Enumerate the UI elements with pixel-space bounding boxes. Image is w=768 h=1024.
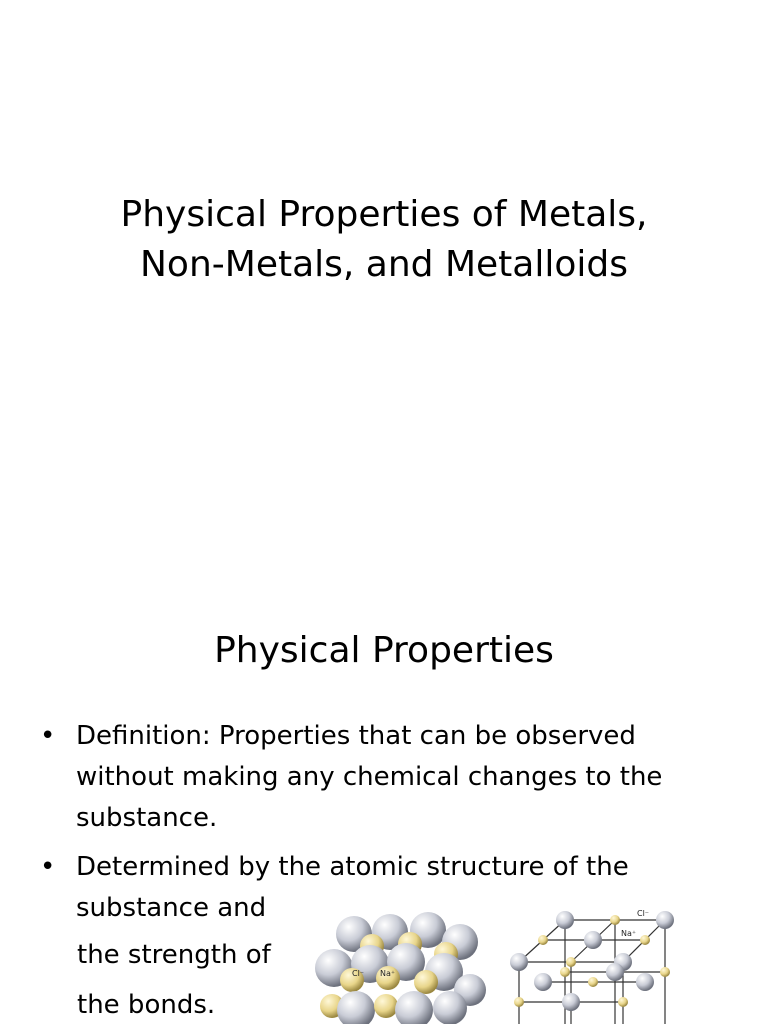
na-ion xyxy=(538,935,548,945)
na-ion xyxy=(560,967,570,977)
cl-label: Cl⁻ xyxy=(637,909,650,918)
bullet-line: substance and xyxy=(76,893,267,923)
bullet-item xyxy=(40,716,740,839)
cl-ion xyxy=(656,911,674,929)
na-ion xyxy=(514,997,524,1007)
cl-ion xyxy=(556,911,574,929)
continuation-line: the strength of xyxy=(77,940,271,970)
continuation-line: the bonds. xyxy=(77,990,216,1020)
slide-2 xyxy=(0,576,768,1024)
slide-2-title: Physical Properties xyxy=(214,630,554,671)
cl-ion xyxy=(636,973,654,991)
na-ion xyxy=(588,977,598,987)
bullet-line: substance. xyxy=(76,803,218,833)
bullet-line: Definition: Properties that can be observed xyxy=(76,721,636,751)
na-ion xyxy=(566,957,576,967)
cl-ion xyxy=(562,993,580,1011)
cl-ion xyxy=(606,963,624,981)
cl-ion xyxy=(510,953,528,971)
cl-ion xyxy=(337,991,375,1024)
ions xyxy=(510,911,674,1011)
na-ion xyxy=(618,997,628,1007)
cl-ion xyxy=(433,991,467,1024)
na-label: Na⁺ xyxy=(380,969,396,978)
cl-ion xyxy=(534,973,552,991)
na-ion xyxy=(640,935,650,945)
na-ion xyxy=(374,994,398,1018)
nacl-ball-and-stick-model xyxy=(505,906,685,1024)
na-label: Na⁺ xyxy=(621,929,637,938)
bullet-dot: • xyxy=(40,852,56,882)
title-line-1: Physical Properties of Metals, xyxy=(120,194,648,235)
slide-1-title xyxy=(0,190,768,290)
nacl-space-filling-model xyxy=(310,906,490,1024)
na-ion xyxy=(610,915,620,925)
cl-ion xyxy=(584,931,602,949)
bullet-list xyxy=(40,716,740,937)
bullet-dot: • xyxy=(40,721,56,751)
cl-ion xyxy=(395,991,433,1024)
cl-label: Cl⁻ xyxy=(352,969,365,978)
title-line-2: Non-Metals, and Metalloids xyxy=(140,244,628,285)
bullet-line: Determined by the atomic structure of the xyxy=(76,852,629,882)
na-ion xyxy=(660,967,670,977)
bullet-line: without making any chemical changes to the xyxy=(76,762,663,792)
na-ion xyxy=(414,970,438,994)
